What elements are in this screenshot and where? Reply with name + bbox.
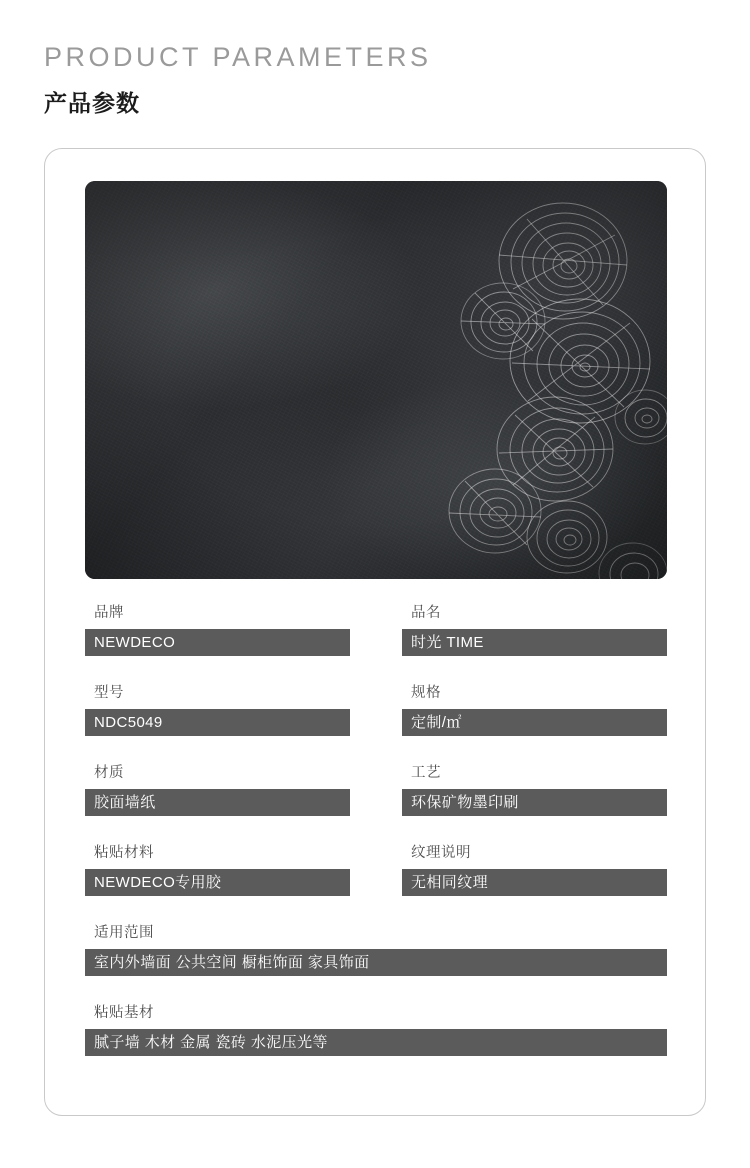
spec-label: 适用范围 — [94, 925, 154, 941]
spec-value: NEWDECO — [85, 629, 350, 656]
spec-item-brand — [85, 601, 350, 656]
product-parameters-card — [44, 148, 706, 1116]
spec-value: 胶面墙纸 — [85, 789, 350, 816]
spec-item-product-name — [402, 601, 667, 656]
spec-item-adhesive — [85, 841, 350, 896]
spec-label: 规格 — [411, 685, 441, 701]
spec-value: NEWDECO专用胶 — [85, 869, 350, 896]
spec-item-craft — [402, 761, 667, 816]
spec-item-specification — [402, 681, 667, 736]
spec-item-model — [85, 681, 350, 736]
spec-value: 腻子墙 木材 金属 瓷砖 水泥压光等 — [85, 1029, 667, 1056]
spec-value: 定制/㎡ — [402, 709, 667, 736]
spec-label: 粘贴材料 — [94, 845, 154, 861]
page-title-chinese: 产品参数 — [44, 90, 140, 117]
spec-row — [85, 921, 667, 976]
spec-label: 材质 — [94, 765, 124, 781]
spec-value: 无相同纹理 — [402, 869, 667, 896]
spec-label: 品名 — [411, 605, 441, 621]
spec-list — [85, 601, 667, 1081]
spec-label: 工艺 — [411, 765, 441, 781]
spec-value: NDC5049 — [85, 709, 350, 736]
spec-row — [85, 601, 667, 656]
spec-row — [85, 1001, 667, 1056]
spec-value: 环保矿物墨印刷 — [402, 789, 667, 816]
spec-label: 品牌 — [94, 605, 124, 621]
spec-item-texture-note — [402, 841, 667, 896]
spec-item-material — [85, 761, 350, 816]
spec-item-application-scope — [85, 921, 667, 976]
spec-row — [85, 841, 667, 896]
product-image — [85, 181, 667, 579]
spec-value: 时光 TIME — [402, 629, 667, 656]
spec-row — [85, 681, 667, 736]
product-image-vignette — [85, 181, 667, 579]
page-header — [0, 0, 750, 118]
spec-value: 室内外墙面 公共空间 橱柜饰面 家具饰面 — [85, 949, 667, 976]
page-title-english: PRODUCT PARAMETERS — [44, 42, 432, 72]
spec-row — [85, 761, 667, 816]
spec-label: 型号 — [94, 685, 124, 701]
spec-label: 纹理说明 — [411, 845, 471, 861]
spec-label: 粘贴基材 — [94, 1005, 154, 1021]
spec-item-substrate — [85, 1001, 667, 1056]
